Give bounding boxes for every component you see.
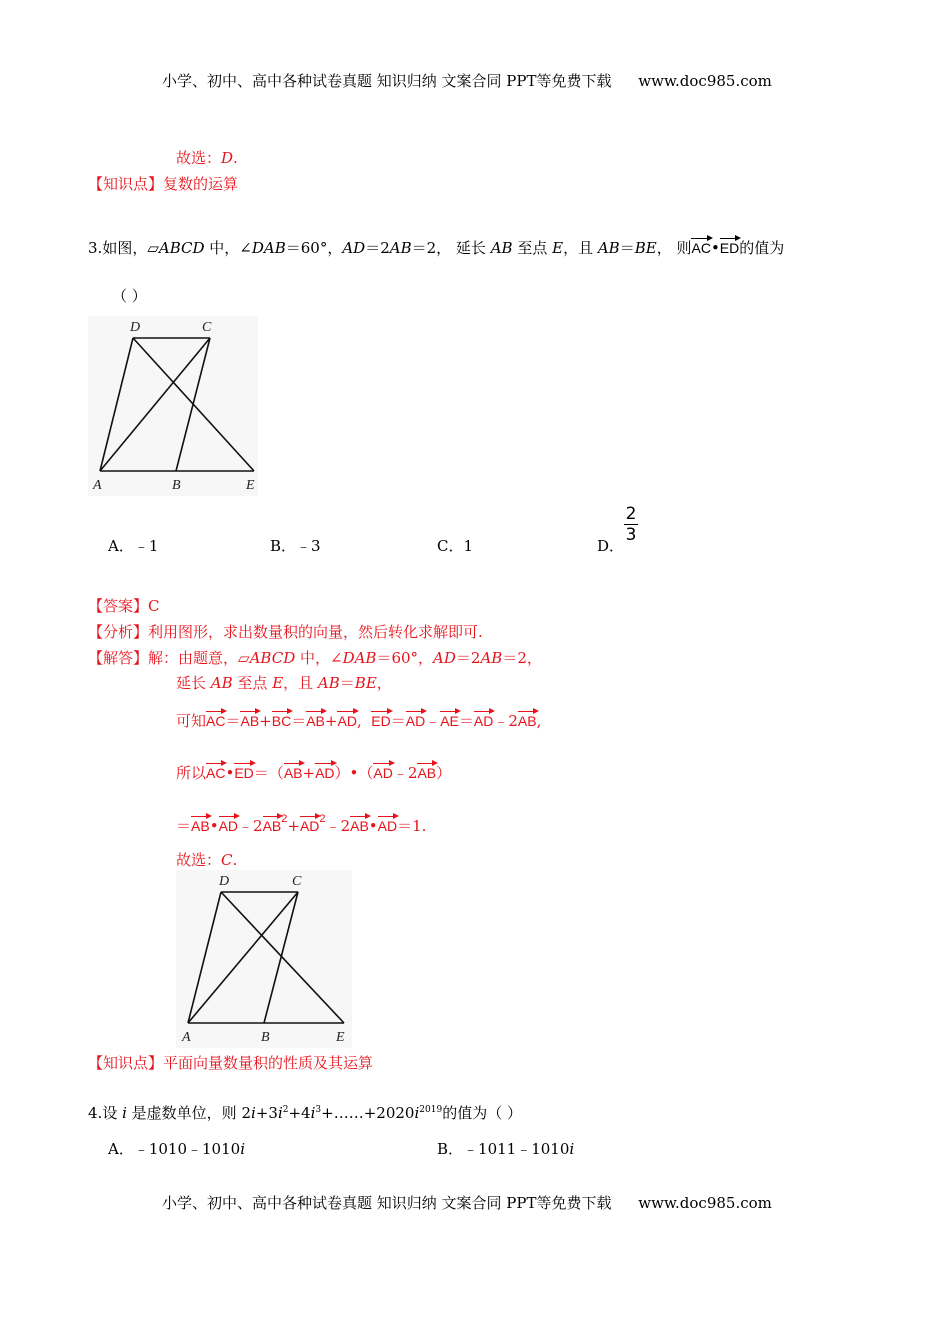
label-c: C bbox=[202, 320, 212, 335]
q3-final-choice: 故选：C. bbox=[176, 851, 238, 869]
fraction-two-thirds: 2 3 bbox=[625, 504, 637, 545]
label-a: A bbox=[93, 478, 102, 493]
label-d: D bbox=[130, 320, 141, 335]
q3-figure bbox=[88, 316, 258, 496]
page-header bbox=[162, 70, 772, 91]
q3-solution-line4: 所以AC•ED＝（AB+AD）•（AD﹣2AB） bbox=[176, 764, 452, 782]
prev-knowledge-point bbox=[88, 173, 238, 194]
q3-solution-line3: 可知AC＝AB+BC＝AB+AD, ED＝AD﹣AE＝AD﹣2AB, bbox=[176, 712, 542, 730]
label-e: E bbox=[246, 478, 255, 493]
label-c: C bbox=[292, 874, 302, 889]
header-text: 小学、初中、高中各种试卷真题 知识归纳 文案合同 PPT等免费下载 bbox=[162, 72, 612, 90]
q3-solution-figure bbox=[176, 870, 352, 1048]
q3-stem: 3.如图，▱ABCD 中，∠DAB＝60°，AD＝2AB＝2， 延长 AB 至点 E，且 AB＝BE， 则AC•ED的值为 bbox=[88, 239, 785, 257]
q3-solution-line5: $=AB•AD﹣2AB^2+AD^2﹣2AB•AD=1$. bbox=[176, 813, 427, 835]
q3-option-d[interactable]: D． bbox=[597, 537, 625, 555]
q3-solution-line1: 【解答】解：由题意，▱ABCD 中，∠DAB＝60°，AD＝2AB＝2， bbox=[88, 649, 542, 667]
page-footer bbox=[162, 1192, 772, 1213]
q4-option-a[interactable]: A．﹣1010﹣1010i bbox=[108, 1140, 246, 1158]
vector-ed: ED bbox=[719, 240, 740, 256]
label-b: B bbox=[261, 1030, 270, 1045]
q3-solution-line2: 延长 AB 至点 E，且 AB＝BE， bbox=[176, 674, 392, 692]
q3-paren: （ ） bbox=[112, 287, 147, 305]
q3-answer: 【答案】C bbox=[88, 597, 160, 615]
vector-ac: AC bbox=[691, 240, 711, 256]
q3-option-c[interactable]: C．1 bbox=[437, 537, 474, 555]
footer-text: 小学、初中、高中各种试卷真题 知识归纳 文案合同 PPT等免费下载 bbox=[162, 1194, 612, 1212]
q4-stem: 4.设 i 是虚数单位，则 $2i+3i^2+4i^3+\dots\dots+2020i^{2019}$的值为（ ） bbox=[88, 1104, 522, 1122]
kp-text: 复数的运算 bbox=[163, 175, 239, 193]
kp-tag: 【知识点】 bbox=[88, 175, 164, 193]
q3-option-a[interactable]: A．﹣1 bbox=[108, 537, 159, 555]
label-b: B bbox=[172, 478, 181, 493]
header-url[interactable]: www.doc985.com bbox=[638, 72, 772, 90]
prev-answer: 故选：D. bbox=[176, 149, 238, 167]
label-a: A bbox=[182, 1030, 191, 1045]
footer-url[interactable]: www.doc985.com bbox=[638, 1194, 772, 1212]
q3-knowledge-point: 【知识点】平面向量数量积的性质及其运算 bbox=[88, 1054, 374, 1072]
q3-option-b[interactable]: B．﹣3 bbox=[270, 537, 321, 555]
q4-option-b[interactable]: B．﹣1011﹣1010i bbox=[437, 1140, 575, 1158]
label-e: E bbox=[336, 1030, 345, 1045]
q3-analysis: 【分析】利用图形，求出数量积的向量，然后转化求解即可. bbox=[88, 623, 483, 641]
label-d: D bbox=[219, 874, 230, 889]
